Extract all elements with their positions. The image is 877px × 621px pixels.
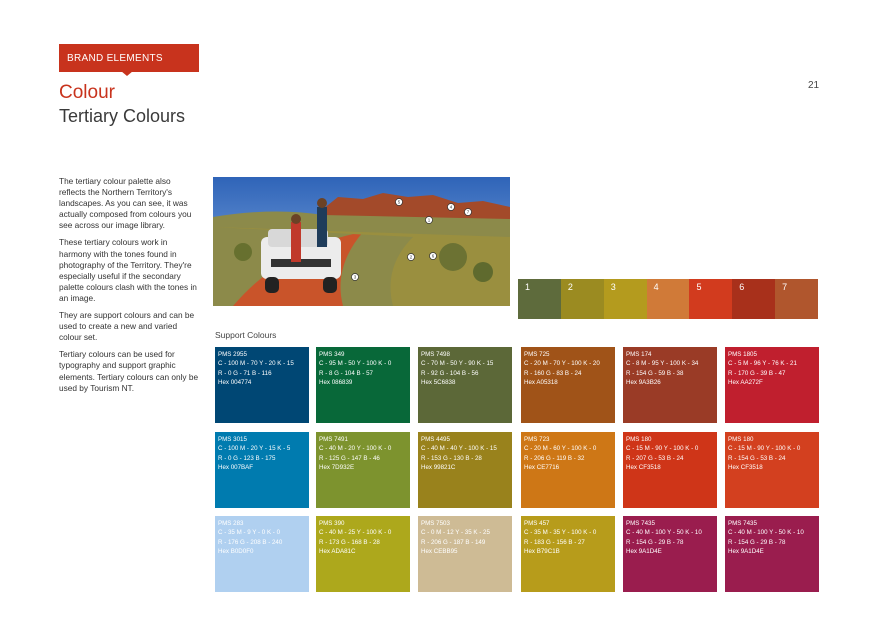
swatch-cmyk: C - 70 M - 50 Y - 90 K - 15: [421, 360, 494, 368]
swatch-pms: PMS 725: [524, 351, 550, 358]
colour-swatch: [215, 516, 309, 592]
swatch-cmyk: C - 95 M - 50 Y - 100 K - 0: [319, 360, 392, 368]
palette-cell: [689, 279, 732, 319]
colour-swatch: [418, 347, 512, 423]
swatch-cmyk: C - 15 M - 90 Y - 100 K - 0: [626, 445, 699, 453]
swatch-cmyk: C - 40 M - 40 Y - 100 K - 15: [421, 445, 497, 453]
swatch-cmyk: C - 20 M - 60 Y - 100 K - 0: [524, 445, 597, 453]
swatch-rgb: R - 206 G - 119 B - 32: [524, 454, 585, 462]
palette-cell: [647, 279, 690, 319]
swatch-cmyk: C - 40 M - 100 Y - 50 K - 10: [728, 529, 804, 537]
photo-marker: 7: [466, 209, 470, 215]
colour-swatch: [725, 432, 819, 508]
swatch-pms: PMS 457: [524, 520, 550, 527]
body-paragraph: They are support colours and can be used to create a new and varied colour set.: [59, 310, 195, 343]
photo-marker: 6: [431, 253, 435, 259]
swatch-cmyk: C - 35 M - 9 Y - 0 K - 0: [218, 529, 281, 537]
palette-cell-label: 2: [567, 282, 573, 292]
swatch-pms: PMS 1805: [728, 351, 757, 358]
palette-cell: [561, 279, 604, 319]
colour-swatch: [521, 432, 615, 508]
photo-marker: 5: [397, 199, 401, 205]
colour-swatch: [623, 347, 717, 423]
swatch-hex: Hex CEBB95: [421, 547, 458, 555]
swatch-rgb: R - 173 G - 168 B - 28: [319, 538, 380, 546]
swatch-rgb: R - 207 G - 53 B - 24: [626, 454, 684, 462]
photo-marker: 4: [449, 204, 453, 210]
swatch-pms: PMS 174: [626, 351, 652, 358]
section-tag-pointer: [121, 71, 133, 76]
colour-swatch: [418, 516, 512, 592]
swatch-hex: Hex B79C1B: [524, 547, 560, 555]
swatch-cmyk: C - 35 M - 35 Y - 100 K - 0: [524, 529, 597, 537]
swatch-rgb: R - 206 G - 187 B - 149: [421, 538, 486, 546]
swatch-pms: PMS 7435: [728, 520, 757, 527]
swatch-hex: Hex 9A1D4E: [626, 547, 662, 555]
support-colours-label: Support Colours: [215, 330, 277, 340]
swatch-rgb: R - 92 G - 104 B - 56: [421, 369, 479, 377]
swatch-hex: Hex 7D932E: [319, 463, 355, 471]
swatch-pms: PMS 349: [319, 351, 345, 358]
swatch-hex: Hex A05318: [524, 378, 558, 386]
swatch-rgb: R - 8 G - 104 B - 57: [319, 369, 373, 377]
swatch-rgb: R - 170 G - 39 B - 47: [728, 369, 786, 377]
colour-swatch: [316, 516, 410, 592]
photo-marker: 1: [427, 217, 431, 223]
swatch-rgb: R - 160 G - 83 B - 24: [524, 369, 582, 377]
palette-cell: [732, 279, 775, 319]
swatch-rgb: R - 154 G - 59 B - 38: [626, 369, 684, 377]
swatch-rgb: R - 154 G - 29 B - 78: [626, 538, 684, 546]
swatch-hex: Hex 086839: [319, 378, 353, 386]
colour-swatch: [316, 432, 410, 508]
palette-stripe: [518, 279, 818, 319]
swatch-hex: Hex 99821C: [421, 463, 456, 471]
colour-swatch: [521, 516, 615, 592]
swatch-cmyk: C - 100 M - 70 Y - 20 K - 15: [218, 360, 294, 368]
swatch-pms: PMS 180: [626, 436, 652, 443]
colour-swatch: [725, 516, 819, 592]
swatch-cmyk: C - 40 M - 20 Y - 100 K - 0: [319, 445, 392, 453]
landscape-photo: [213, 177, 510, 306]
swatch-hex: Hex B0D0F0: [218, 547, 254, 555]
swatch-pms: PMS 723: [524, 436, 550, 443]
page-title: Colour: [59, 82, 115, 103]
swatch-rgb: R - 154 G - 53 B - 24: [728, 454, 786, 462]
colour-swatch: [623, 432, 717, 508]
swatch-pms: PMS 2955: [218, 351, 247, 358]
body-paragraph: These tertiary colours work in harmony with the tones found in photography of the Territory. They're especially useful if the secondary palette colours clash with the tones in an image.: [59, 237, 197, 303]
swatch-rgb: R - 154 G - 29 B - 78: [728, 538, 786, 546]
swatch-hex: Hex ADA81C: [319, 547, 356, 555]
swatch-hex: Hex 9A3B26: [626, 378, 661, 386]
swatch-rgb: R - 0 G - 123 B - 175: [218, 454, 276, 462]
colour-swatch: [215, 432, 309, 508]
palette-cell-label: 5: [696, 282, 702, 292]
swatch-hex: Hex 007BAF: [218, 463, 254, 471]
photo-marker: 3: [353, 274, 357, 280]
swatch-hex: Hex 5C6838: [421, 378, 456, 386]
swatch-pms: PMS 3015: [218, 436, 247, 443]
colour-swatch: [316, 347, 410, 423]
swatch-rgb: R - 183 G - 156 B - 27: [524, 538, 585, 546]
swatch-cmyk: C - 8 M - 95 Y - 100 K - 34: [626, 360, 699, 368]
swatch-cmyk: C - 20 M - 70 Y - 100 K - 20: [524, 360, 600, 368]
swatch-pms: PMS 7491: [319, 436, 348, 443]
swatch-cmyk: C - 40 M - 100 Y - 50 K - 10: [626, 529, 702, 537]
swatch-pms: PMS 7498: [421, 351, 450, 358]
body-paragraph: The tertiary colour palette also reflects the Northern Territory's landscapes. As you can see, it was actually composed from colours you see across our image library.: [59, 176, 192, 231]
swatch-rgb: R - 176 G - 208 B - 240: [218, 538, 283, 546]
colour-swatch: [521, 347, 615, 423]
colour-swatch: [725, 347, 819, 423]
swatch-hex: Hex CF3518: [626, 463, 661, 471]
swatch-rgb: R - 153 G - 130 B - 28: [421, 454, 482, 462]
swatch-rgb: R - 125 G - 147 B - 46: [319, 454, 380, 462]
swatch-pms: PMS 180: [728, 436, 754, 443]
palette-cell-label: 4: [653, 282, 659, 292]
colour-swatch: [623, 516, 717, 592]
swatch-hex: Hex 004774: [218, 378, 252, 386]
colour-swatch: [418, 432, 512, 508]
swatch-cmyk: C - 5 M - 96 Y - 76 K - 21: [728, 360, 797, 368]
page-number: 21: [808, 80, 820, 91]
swatch-pms: PMS 7435: [626, 520, 655, 527]
palette-cell-label: 7: [782, 282, 788, 292]
swatch-pms: PMS 283: [218, 520, 244, 527]
swatch-cmyk: C - 100 M - 20 Y - 15 K - 5: [218, 445, 291, 453]
photo-marker: 2: [409, 254, 413, 260]
swatch-cmyk: C - 40 M - 25 Y - 100 K - 0: [319, 529, 392, 537]
section-tag: BRAND ELEMENTS: [59, 44, 199, 72]
page-subtitle: Tertiary Colours: [59, 106, 186, 126]
body-text: [59, 176, 199, 400]
palette-cell: [775, 279, 818, 319]
palette-cell-label: 3: [610, 282, 616, 292]
swatch-rgb: R - 0 G - 71 B - 116: [218, 369, 272, 377]
swatch-pms: PMS 7503: [421, 520, 450, 527]
palette-cell-label: 6: [739, 282, 745, 292]
swatch-pms: PMS 4495: [421, 436, 450, 443]
swatch-cmyk: C - 15 M - 90 Y - 100 K - 0: [728, 445, 801, 453]
palette-cell-label: 1: [525, 282, 531, 292]
body-paragraph: Tertiary colours can be used for typography and support graphic elements. Tertiary colours can only be used by Tourism NT.: [59, 349, 199, 393]
palette-cell: [518, 279, 561, 319]
swatch-cmyk: C - 0 M - 12 Y - 35 K - 25: [421, 529, 490, 537]
swatch-hex: Hex 9A1D4E: [728, 547, 764, 555]
palette-cell: [604, 279, 647, 319]
swatch-pms: PMS 390: [319, 520, 345, 527]
colour-swatch: [215, 347, 309, 423]
outback-photo-illustration: [213, 177, 510, 306]
swatch-hex: Hex AA272F: [728, 378, 763, 386]
swatch-hex: Hex CE7716: [524, 463, 560, 471]
swatch-hex: Hex CF3518: [728, 463, 763, 471]
